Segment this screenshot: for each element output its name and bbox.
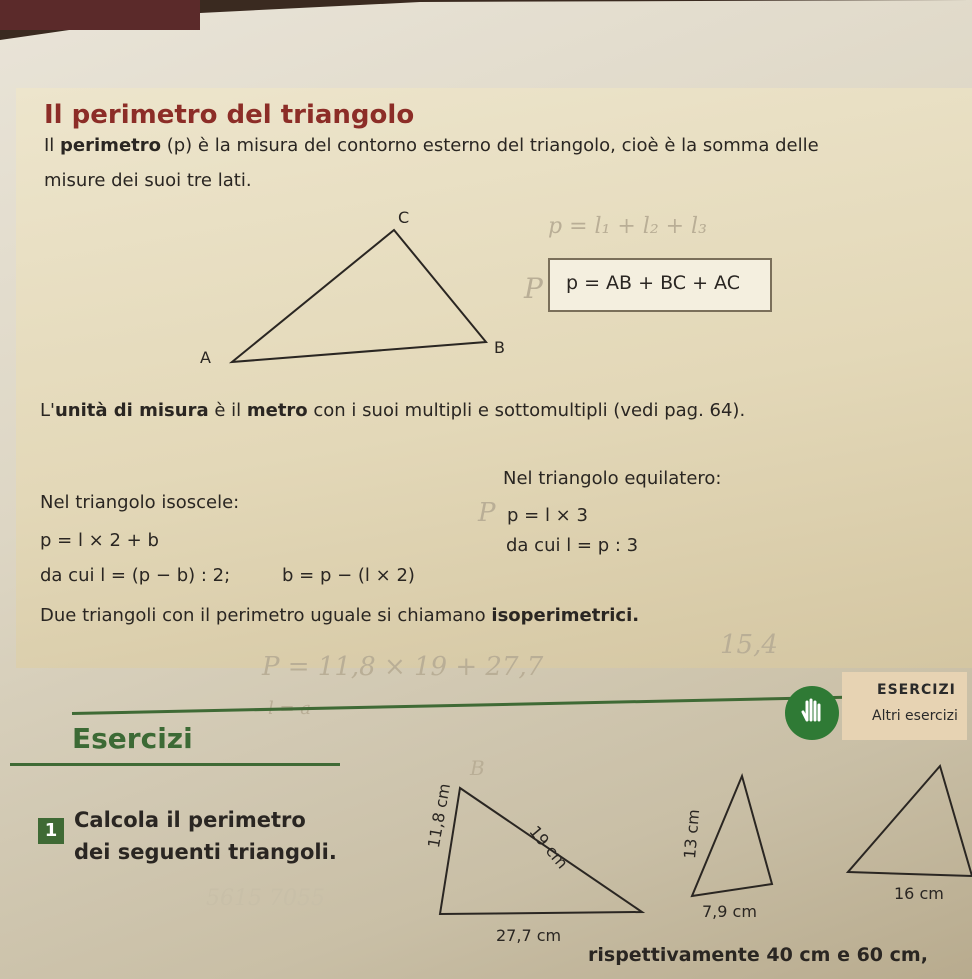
triangle-2-base: 7,9 cm — [702, 902, 757, 921]
handwritten-calculation: P = 11,8 × 19 + 27,7 — [262, 652, 544, 682]
bottom-text: rispettivamente 40 cm e 60 cm, — [588, 944, 928, 966]
exercise-1-line-2: dei seguenti triangoli. — [74, 840, 337, 864]
hand-pointer-icon[interactable] — [785, 686, 839, 740]
isoperimetric-text: Due triangoli con il perimetro uguale si chiamano — [40, 605, 492, 626]
triangle-2-side: 13 cm — [680, 808, 704, 860]
equilateral-derived: da cui l = p : 3 — [506, 535, 639, 556]
triangle-shape — [232, 230, 486, 362]
exercises-badge-link[interactable]: Altri esercizi — [872, 708, 958, 724]
triangle-1-base: 27,7 cm — [496, 926, 562, 945]
handwritten-b-mark: B — [470, 756, 485, 780]
exercise-1-line-1: Calcola il perimetro — [74, 808, 306, 832]
unit-note-bold: unità di misura — [54, 400, 209, 421]
unit-note-bold2: metro — [246, 400, 308, 421]
definition-line-2: misure dei suoi tre lati. — [44, 170, 252, 191]
unit-note — [40, 400, 745, 421]
isosceles-formula: p = l × 2 + b — [40, 530, 159, 551]
isosceles-heading: Nel triangolo isoscele: — [40, 492, 240, 513]
handwritten-p-mark: P — [524, 272, 543, 305]
unit-note-prefix: L' — [40, 400, 55, 421]
exercises-badge-title: ESERCIZI — [877, 682, 956, 698]
exercise-triangles — [400, 760, 972, 960]
triangle-1-right-side: 19 cm — [525, 822, 573, 873]
definition-bold-term: perimetro — [60, 135, 161, 156]
isoperimetric-bold: isoperimetrici. — [491, 605, 640, 626]
equilateral-heading: Nel triangolo equilatero: — [503, 468, 722, 489]
triangle-3-base: 16 cm — [894, 884, 944, 903]
handwritten-p-mark-2: P — [478, 498, 496, 528]
vertex-b-label: B — [494, 338, 505, 357]
exercises-title: Esercizi — [72, 722, 193, 755]
unit-note-mid: è il — [208, 400, 247, 421]
isoperimetric-definition — [40, 605, 639, 626]
definition-rest: (p) è la misura del contorno esterno del triangolo, cioè è la somma delle — [166, 135, 819, 156]
exercise-number: 1 — [38, 818, 64, 844]
handwritten-side-marks: 5615 7055 — [206, 886, 325, 911]
triangle-diagram — [190, 200, 510, 380]
background-corner — [0, 0, 200, 30]
handwritten-perimeter-note: p = l₁ + l₂ + l₃ — [548, 214, 707, 239]
isosceles-derived-l: da cui l = (p − b) : 2; — [40, 565, 231, 586]
page-title: Il perimetro del triangolo — [44, 100, 415, 130]
vertex-c-label: C — [398, 208, 410, 227]
triangle-1-left-side: 11,8 cm — [424, 781, 455, 850]
perimeter-formula: p = AB + BC + AC — [566, 272, 740, 294]
isosceles-derived-b: b = p − (l × 2) — [282, 565, 415, 586]
equilateral-formula: p = l × 3 — [507, 505, 588, 526]
vertex-a-label: A — [200, 348, 211, 367]
unit-note-rest: con i suoi multipli e sottomultipli (vedi pag. 64). — [307, 400, 746, 421]
definition-prefix: Il — [44, 135, 55, 156]
handwritten-result: 15,4 — [720, 630, 778, 660]
triangle-2 — [692, 776, 772, 896]
definition-line-1 — [44, 135, 819, 156]
triangle-3 — [848, 766, 972, 876]
section-underline — [10, 763, 340, 766]
